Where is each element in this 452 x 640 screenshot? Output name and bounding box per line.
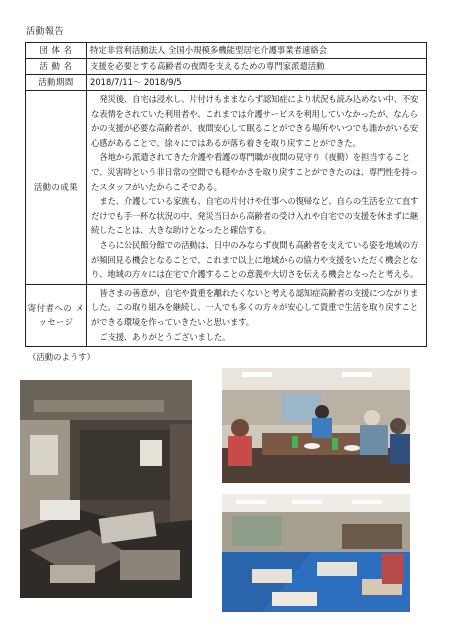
donors-body (87, 284, 427, 346)
donors-paragraph: ご支援、ありがとうございました。 (99, 331, 231, 342)
results-paragraph: 各地から派遣されてきた介護や看護の専門職が夜間の見守り（夜勤）を担当することで、災害時という非日常の空間でも穏やかさを取り戻すことができたのは、専門性を持ったスタッフがいたからこそである。 (91, 152, 418, 192)
activity-row (26, 59, 427, 75)
org-row (26, 43, 427, 59)
evacuation-hall-photo (222, 494, 410, 612)
activity-label: 活 動 名 (26, 59, 87, 75)
donors-label: 寄付者への メッセージ (26, 284, 87, 346)
report-title: 活動報告 (26, 27, 65, 37)
org-value: 特定非営利活動法人 全国小規模多機能型居宅介護事業者連絡会 (87, 43, 427, 59)
donors-paragraph: 皆さまの善意が、自宅や貴重を離れたくないと考える認知症高齢者の支援につながりました。この取り組みを継続し、一人でも多くの方々が安心して貴重で生活を取り戻すことができる環境を作っていきたいと思います。 (91, 287, 419, 327)
period-row (26, 75, 427, 91)
gallery-title: （活動のようす） (28, 352, 95, 362)
flood-damaged-room-photo (20, 380, 192, 598)
results-paragraph: さらに公民館分館での活動は、日中のみならず夜間も高齢者を支えている姿を地域の方が頻回見る機会となることで、これまで以上に地域からの協力や支援をいただく機会となり、地域の方々には在宅で介護することの意義や大切さを伝える機会となったと考える。 (91, 239, 419, 280)
community-dining-photo (222, 368, 410, 483)
results-body (87, 91, 427, 285)
results-row (26, 91, 427, 285)
activity-value: 支援を必要とする高齢者の夜間を支えるための専門家派遣活動 (87, 59, 427, 75)
donors-row (26, 284, 427, 346)
period-label: 活動期間 (26, 75, 87, 91)
report-table (25, 42, 427, 347)
results-label: 活動の成果 (26, 91, 87, 285)
results-paragraph: 発災後、自宅は浸水し、片付けもままならず認知症により状況も読み込めない中、不安な表情をされていた利用者や、これまでは介護サービスを利用していなかったが、なんらかの支援が必要な高齢者が、夜間安心して眠ることができる場所やいつでも誰かがいる安心感があることで、徐々にではあるが落ち着きを取り戻すことができた。 (91, 94, 419, 148)
org-label: 団 体 名 (26, 43, 87, 59)
period-value: 2018/7/11～ 2018/9/5 (87, 75, 427, 91)
results-paragraph: また、介護している家族も、自宅の片付けや仕事への復帰など、自らの生活を立て直すだけでも手一杯な状況の中、発災当日から高齢者の受け入れや自宅での支援を休まずに継続したことは、大きな助けとなったと確信する。 (91, 196, 419, 236)
